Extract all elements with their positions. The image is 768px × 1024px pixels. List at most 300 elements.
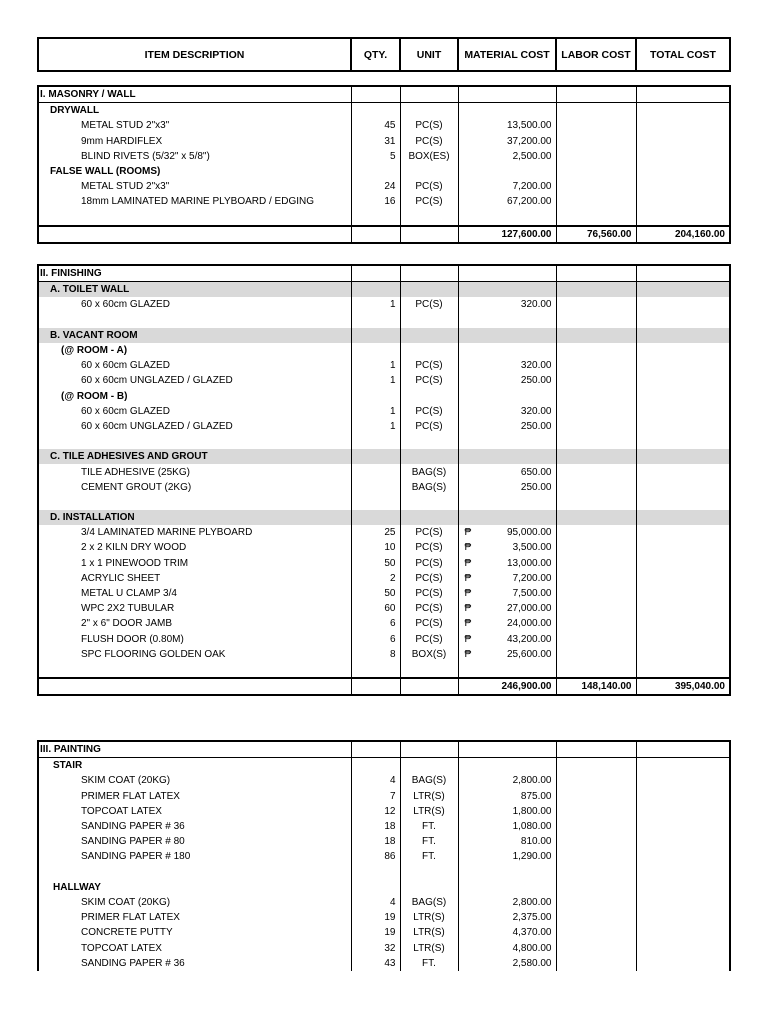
item-labor-cost (556, 632, 636, 647)
total-material-cost: 127,600.00 (458, 226, 556, 243)
empty-cell (400, 510, 458, 525)
item-total-cost (636, 586, 730, 601)
item-qty: 16 (351, 194, 400, 209)
item-unit: PC(S) (400, 404, 458, 419)
item-labor-cost (556, 804, 636, 819)
line-item-row (38, 632, 730, 647)
subsection-row (38, 328, 730, 343)
header-row (38, 38, 730, 71)
item-total-cost (636, 540, 730, 555)
material-cost-value: 1,080.00 (512, 821, 552, 833)
empty-cell (400, 282, 458, 298)
line-item-row (38, 358, 730, 373)
item-description: METAL U CLAMP 3/4 (81, 588, 177, 600)
blank-row (38, 210, 730, 226)
item-material-cost (458, 134, 556, 149)
item-material-cost (458, 480, 556, 495)
line-item-row (38, 647, 730, 662)
line-item-row (38, 895, 730, 910)
total-cost: 395,040.00 (636, 678, 730, 695)
item-qty: 31 (351, 134, 400, 149)
item-description: 18mm LAMINATED MARINE PLYBOARD / EDGING (81, 196, 315, 208)
empty-cell (400, 662, 458, 678)
empty-cell (556, 865, 636, 880)
empty-cell (351, 313, 400, 328)
header-material-cost: MATERIAL COST (458, 38, 556, 71)
item-unit: FT. (400, 956, 458, 971)
subsection-title: C. TILE ADHESIVES AND GROUT (38, 449, 351, 464)
empty-cell (458, 510, 556, 525)
labor-cell (556, 265, 636, 282)
item-unit: PC(S) (400, 556, 458, 571)
total-cell (636, 265, 730, 282)
line-item-row (38, 789, 730, 804)
empty-cell (400, 210, 458, 226)
line-item-row (38, 525, 730, 540)
item-total-cost (636, 956, 730, 971)
section-finishing (37, 264, 731, 696)
item-qty: 5 (351, 149, 400, 164)
item-qty: 1 (351, 404, 400, 419)
peso-sign: ₱ (464, 618, 472, 630)
empty-cell (351, 510, 400, 525)
section-painting (37, 740, 731, 971)
empty-cell (636, 389, 730, 404)
subsection-title: D. INSTALLATION (38, 510, 351, 525)
peso-sign: ₱ (464, 633, 472, 645)
item-qty: 1 (351, 419, 400, 434)
item-description: 60 x 60cm GLAZED (81, 405, 170, 417)
empty-cell (636, 164, 730, 179)
material-cost-value: 67,200.00 (507, 196, 552, 208)
section-total-row (38, 226, 730, 243)
item-qty: 18 (351, 819, 400, 834)
line-item-row (38, 419, 730, 434)
item-total-cost (636, 849, 730, 864)
empty-cell (458, 880, 556, 895)
peso-sign: ₱ (464, 527, 472, 539)
item-labor-cost (556, 419, 636, 434)
empty-cell (556, 282, 636, 298)
line-item-row (38, 297, 730, 312)
item-unit: LTR(S) (400, 925, 458, 940)
material-cost-value: 24,000.00 (507, 618, 552, 630)
item-description: CEMENT GROUT (2KG) (81, 481, 192, 493)
empty-cell (351, 164, 400, 179)
item-unit: BOX(ES) (400, 149, 458, 164)
group-title: (@ ROOM - B) (61, 390, 128, 402)
item-material-cost (458, 179, 556, 194)
material-cost-value: 810.00 (520, 836, 552, 848)
item-total-cost (636, 118, 730, 133)
item-qty: 1 (351, 297, 400, 312)
item-labor-cost (556, 834, 636, 849)
item-unit: PC(S) (400, 373, 458, 388)
group-row (38, 343, 730, 358)
line-item-row (38, 925, 730, 940)
material-cost-value: 2,800.00 (512, 775, 552, 787)
section-title: I. MASONRY / WALL (38, 86, 351, 103)
material-cost-value: 1,290.00 (512, 851, 552, 863)
empty-cell (556, 880, 636, 895)
empty-cell (458, 282, 556, 298)
empty-cell (38, 678, 351, 695)
line-item-row (38, 571, 730, 586)
item-description: SPC FLOORING GOLDEN OAK (81, 648, 226, 660)
peso-sign: ₱ (464, 648, 472, 660)
item-labor-cost (556, 118, 636, 133)
group-title: STAIR (53, 760, 83, 772)
group-row (38, 389, 730, 404)
item-labor-cost (556, 540, 636, 555)
item-unit: PC(S) (400, 419, 458, 434)
item-total-cost (636, 940, 730, 955)
item-material-cost (458, 834, 556, 849)
empty-cell (556, 164, 636, 179)
item-material-cost (458, 556, 556, 571)
item-qty: 32 (351, 940, 400, 955)
empty-cell (400, 678, 458, 695)
empty-cell (351, 678, 400, 695)
header-labor-cost: LABOR COST (556, 38, 636, 71)
section-title-row (38, 86, 730, 103)
line-item-row (38, 194, 730, 209)
item-material-cost (458, 586, 556, 601)
item-labor-cost (556, 373, 636, 388)
item-description: SANDING PAPER # 36 (81, 957, 185, 969)
item-total-cost (636, 358, 730, 373)
empty-cell (458, 449, 556, 464)
item-qty: 50 (351, 556, 400, 571)
item-material-cost (458, 910, 556, 925)
item-total-cost (636, 297, 730, 312)
material-cost-value: 7,500.00 (512, 588, 552, 600)
item-unit: BAG(S) (400, 773, 458, 788)
item-total-cost (636, 616, 730, 631)
item-total-cost (636, 834, 730, 849)
item-unit: PC(S) (400, 179, 458, 194)
line-item-row (38, 940, 730, 955)
item-material-cost (458, 601, 556, 616)
material-cost-value: 875.00 (520, 790, 552, 802)
item-qty: 19 (351, 910, 400, 925)
item-labor-cost (556, 616, 636, 631)
item-labor-cost (556, 194, 636, 209)
line-item-row (38, 834, 730, 849)
item-labor-cost (556, 849, 636, 864)
empty-cell (636, 282, 730, 298)
header-qty: QTY. (351, 38, 400, 71)
material-cost-value: 27,000.00 (507, 603, 552, 615)
qty-cell (351, 86, 400, 103)
item-total-cost (636, 179, 730, 194)
item-qty: 25 (351, 525, 400, 540)
empty-cell (38, 226, 351, 243)
item-labor-cost (556, 480, 636, 495)
item-description: SANDING PAPER # 36 (81, 821, 185, 833)
labor-cell (556, 741, 636, 758)
item-qty: 1 (351, 358, 400, 373)
item-material-cost (458, 194, 556, 209)
group-title: FALSE WALL (ROOMS) (50, 166, 161, 178)
empty-cell (458, 103, 556, 119)
item-description: PRIMER FLAT LATEX (81, 790, 180, 802)
empty-cell (636, 880, 730, 895)
material-cost-value: 1,800.00 (512, 805, 552, 817)
empty-cell (458, 313, 556, 328)
item-description: 60 x 60cm GLAZED (81, 360, 170, 372)
item-qty: 4 (351, 895, 400, 910)
subsection-title: A. TOILET WALL (38, 282, 351, 298)
item-description: SANDING PAPER # 180 (81, 851, 191, 863)
empty-cell (636, 495, 730, 510)
material-cost-value: 13,500.00 (507, 120, 552, 132)
empty-cell (458, 210, 556, 226)
material-cell (458, 265, 556, 282)
item-unit: PC(S) (400, 297, 458, 312)
item-material-cost (458, 297, 556, 312)
empty-cell (556, 389, 636, 404)
empty-cell (400, 495, 458, 510)
line-item-row (38, 849, 730, 864)
group-row (38, 164, 730, 179)
item-qty: 12 (351, 804, 400, 819)
item-material-cost (458, 419, 556, 434)
item-unit: PC(S) (400, 540, 458, 555)
section-title-row (38, 741, 730, 758)
empty-cell (351, 865, 400, 880)
empty-cell (400, 389, 458, 404)
blank-row (38, 495, 730, 510)
item-description: 3/4 LAMINATED MARINE PLYBOARD (81, 527, 253, 539)
empty-cell (351, 226, 400, 243)
item-unit: LTR(S) (400, 789, 458, 804)
empty-cell (38, 662, 351, 678)
subsection-row (38, 510, 730, 525)
item-description: 2 x 2 KILN DRY WOOD (81, 542, 187, 554)
item-qty: 45 (351, 118, 400, 133)
blank-row (38, 865, 730, 880)
item-unit: FT. (400, 834, 458, 849)
item-total-cost (636, 464, 730, 479)
item-qty: 50 (351, 586, 400, 601)
header-unit: UNIT (400, 38, 458, 71)
item-labor-cost (556, 910, 636, 925)
item-unit: BAG(S) (400, 895, 458, 910)
item-labor-cost (556, 297, 636, 312)
item-qty: 7 (351, 789, 400, 804)
empty-cell (400, 313, 458, 328)
empty-cell (400, 328, 458, 343)
material-cost-value: 650.00 (520, 466, 552, 478)
section-title: III. PAINTING (38, 741, 351, 758)
empty-cell (458, 434, 556, 449)
item-unit: PC(S) (400, 601, 458, 616)
empty-cell (38, 865, 351, 880)
item-description: ACRYLIC SHEET (81, 572, 161, 584)
line-item-row (38, 910, 730, 925)
item-total-cost (636, 404, 730, 419)
item-labor-cost (556, 647, 636, 662)
item-material-cost (458, 464, 556, 479)
item-total-cost (636, 194, 730, 209)
item-total-cost (636, 895, 730, 910)
line-item-row (38, 540, 730, 555)
item-unit: LTR(S) (400, 804, 458, 819)
item-unit: FT. (400, 849, 458, 864)
qty-cell (351, 265, 400, 282)
item-description: SANDING PAPER # 80 (81, 836, 185, 848)
line-item-row (38, 616, 730, 631)
material-cost-value: 95,000.00 (507, 527, 552, 539)
item-labor-cost (556, 571, 636, 586)
peso-sign: ₱ (464, 542, 472, 554)
group-row (38, 758, 730, 774)
group-row (38, 880, 730, 895)
material-cost-value: 320.00 (520, 299, 552, 311)
material-cost-value: 250.00 (520, 481, 552, 493)
item-qty: 43 (351, 956, 400, 971)
item-total-cost (636, 373, 730, 388)
item-labor-cost (556, 956, 636, 971)
item-material-cost (458, 404, 556, 419)
item-total-cost (636, 571, 730, 586)
item-labor-cost (556, 149, 636, 164)
empty-cell (556, 510, 636, 525)
unit-cell (400, 86, 458, 103)
item-unit: BOX(S) (400, 647, 458, 662)
item-material-cost (458, 925, 556, 940)
item-unit: PC(S) (400, 194, 458, 209)
item-description: SKIM COAT (20KG) (81, 896, 171, 908)
item-qty: 60 (351, 601, 400, 616)
item-material-cost (458, 540, 556, 555)
labor-cell (556, 86, 636, 103)
material-cost-value: 13,000.00 (507, 557, 552, 569)
item-description: 9mm HARDIFLEX (81, 135, 163, 147)
empty-cell (636, 434, 730, 449)
item-total-cost (636, 910, 730, 925)
empty-cell (351, 282, 400, 298)
empty-cell (556, 210, 636, 226)
empty-cell (636, 662, 730, 678)
item-description: SKIM COAT (20KG) (81, 775, 171, 787)
unit-cell (400, 265, 458, 282)
item-material-cost (458, 647, 556, 662)
item-material-cost (458, 819, 556, 834)
empty-cell (400, 449, 458, 464)
item-description: WPC 2X2 TUBULAR (81, 603, 175, 615)
total-labor-cost: 76,560.00 (556, 226, 636, 243)
header-item-description: ITEM DESCRIPTION (38, 38, 351, 71)
total-cell (636, 741, 730, 758)
unit-cell (400, 741, 458, 758)
item-unit: PC(S) (400, 616, 458, 631)
empty-cell (458, 328, 556, 343)
item-description: TOPCOAT LATEX (81, 942, 162, 954)
peso-sign: ₱ (464, 557, 472, 569)
peso-sign: ₱ (464, 572, 472, 584)
item-description: BLIND RIVETS (5/32" x 5/8") (81, 150, 210, 162)
item-total-cost (636, 789, 730, 804)
line-item-row (38, 804, 730, 819)
item-unit: PC(S) (400, 118, 458, 133)
empty-cell (351, 328, 400, 343)
item-labor-cost (556, 601, 636, 616)
item-labor-cost (556, 586, 636, 601)
subsection-title: B. VACANT ROOM (38, 328, 351, 343)
item-description: METAL STUD 2"x3" (81, 181, 170, 193)
item-description: TOPCOAT LATEX (81, 805, 162, 817)
item-material-cost (458, 632, 556, 647)
item-material-cost (458, 358, 556, 373)
item-labor-cost (556, 789, 636, 804)
item-unit: PC(S) (400, 525, 458, 540)
section-masonry-wall (37, 85, 731, 244)
material-cost-value: 43,200.00 (507, 633, 552, 645)
empty-cell (458, 389, 556, 404)
item-description: TILE ADHESIVE (25KG) (81, 466, 190, 478)
blank-row (38, 434, 730, 449)
item-material-cost (458, 956, 556, 971)
item-unit: PC(S) (400, 358, 458, 373)
line-item-row (38, 118, 730, 133)
item-qty: 24 (351, 179, 400, 194)
item-material-cost (458, 149, 556, 164)
item-total-cost (636, 773, 730, 788)
material-cost-value: 2,500.00 (512, 150, 552, 162)
item-unit: LTR(S) (400, 940, 458, 955)
empty-cell (458, 758, 556, 774)
group-title: HALLWAY (53, 881, 101, 893)
line-item-row (38, 480, 730, 495)
material-cost-value: 320.00 (520, 405, 552, 417)
line-item-row (38, 586, 730, 601)
empty-cell (556, 495, 636, 510)
material-cost-value: 2,580.00 (512, 957, 552, 969)
peso-sign: ₱ (464, 603, 472, 615)
item-total-cost (636, 925, 730, 940)
item-material-cost (458, 525, 556, 540)
item-labor-cost (556, 819, 636, 834)
item-material-cost (458, 773, 556, 788)
line-item-row (38, 134, 730, 149)
empty-cell (556, 313, 636, 328)
item-unit: PC(S) (400, 586, 458, 601)
empty-cell (556, 103, 636, 119)
item-qty (351, 464, 400, 479)
empty-cell (556, 758, 636, 774)
item-labor-cost (556, 134, 636, 149)
empty-cell (400, 343, 458, 358)
item-material-cost (458, 571, 556, 586)
line-item-row (38, 773, 730, 788)
item-labor-cost (556, 895, 636, 910)
empty-cell (636, 103, 730, 119)
line-item-row (38, 556, 730, 571)
material-cost-value: 25,600.00 (507, 648, 552, 660)
empty-cell (458, 662, 556, 678)
item-description: FLUSH DOOR (0.80M) (81, 633, 184, 645)
empty-cell (458, 343, 556, 358)
empty-cell (400, 758, 458, 774)
line-item-row (38, 819, 730, 834)
item-unit: FT. (400, 819, 458, 834)
empty-cell (351, 434, 400, 449)
item-material-cost (458, 373, 556, 388)
empty-cell (351, 880, 400, 895)
item-total-cost (636, 525, 730, 540)
